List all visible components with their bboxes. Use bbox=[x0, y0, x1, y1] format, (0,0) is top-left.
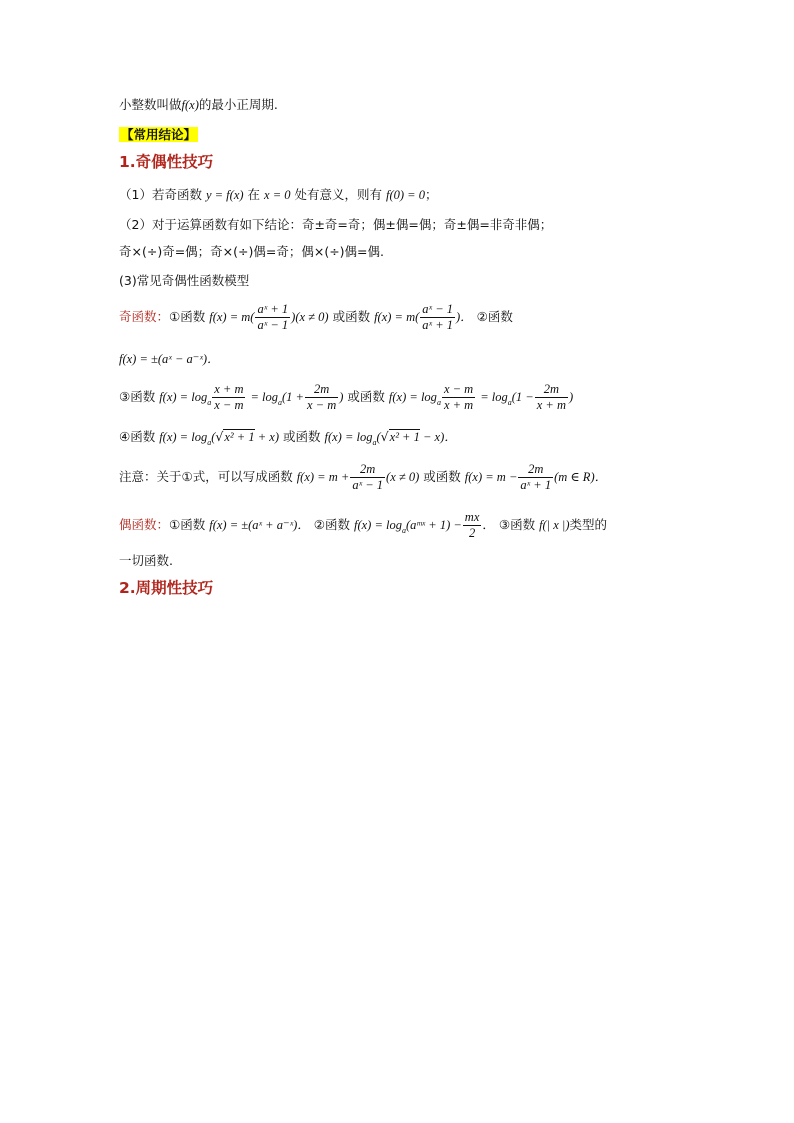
note-f1: f(x) = m + bbox=[296, 470, 350, 484]
odd-num-1: aˣ + 1 bbox=[257, 302, 289, 316]
odd-f1: f(x) = m( bbox=[209, 310, 255, 324]
c4-radicand-2: x² + 1 bbox=[389, 430, 420, 444]
c3-or: 或函数 bbox=[347, 389, 385, 404]
note-label: 注意：关于①式，可以写成函数 bbox=[119, 469, 293, 484]
c4-base-1: a bbox=[207, 438, 212, 447]
intro-line bbox=[119, 96, 278, 114]
c4-fb: f(x) = log bbox=[324, 430, 373, 444]
c3-n3: x − m bbox=[443, 382, 474, 396]
even-n: mx bbox=[464, 510, 480, 524]
p1-math-d: x = 0 bbox=[264, 188, 291, 202]
odd-line-2 bbox=[119, 350, 220, 368]
note-cond-1: (x ≠ 0) bbox=[386, 470, 420, 484]
odd-c2: ②函数 bbox=[476, 309, 513, 324]
c4-plusx: + x) bbox=[254, 430, 279, 444]
note-n2: 2m bbox=[528, 462, 544, 476]
p1-text-g: ； bbox=[424, 187, 438, 202]
c3-base-4: a bbox=[507, 398, 512, 407]
odd-cond-1: )(x ≠ 0) bbox=[291, 310, 329, 324]
c3-frac-3 bbox=[442, 382, 475, 413]
c4-fa: f(x) = log bbox=[159, 430, 208, 444]
c3-base-1: a bbox=[207, 398, 212, 407]
even-f2b: (aᵐˣ + 1) − bbox=[405, 518, 462, 532]
p1-text-c: 在 bbox=[247, 187, 261, 202]
c3-d1: x − m bbox=[214, 398, 244, 412]
odd-num-2: aˣ − 1 bbox=[422, 302, 454, 316]
c3-eq-2: = log bbox=[480, 390, 508, 404]
heading-periodicity: 2.周期性技巧 bbox=[119, 579, 214, 597]
note-cond-2: (m ∈ R)． bbox=[554, 470, 608, 484]
even-c1: ①函数 bbox=[169, 517, 206, 532]
c3-base-3: a bbox=[436, 398, 441, 407]
even-f3: f(| x |) bbox=[539, 518, 570, 532]
even-functions-line: 偶函数：①函数 f(x) = ±(aˣ + a⁻ˣ)． ②函数 $f(x) = \log_a(aᵐˣ + 1)$ − $\frac{mx}{2}$ ． ③函数 f(| x |)类型的 bbox=[119, 510, 608, 540]
conclusion-tag-line bbox=[119, 126, 198, 144]
c3-d2: x − m bbox=[307, 398, 337, 412]
c4-radicand-1: x² + 1 bbox=[224, 430, 255, 444]
note-frac-2 bbox=[518, 462, 553, 493]
c3-d4: x + m bbox=[536, 398, 566, 412]
intro-text: 小整数叫做 bbox=[119, 97, 182, 112]
odd-den-2: aˣ + 1 bbox=[422, 318, 454, 332]
note-or: 或函数 bbox=[423, 469, 461, 484]
even-d: 2 bbox=[463, 525, 482, 541]
odd-c1: ①函数 bbox=[169, 309, 206, 324]
c3-frac-2 bbox=[305, 382, 338, 413]
c3-n4: 2m bbox=[543, 382, 559, 396]
paragraph-1 bbox=[119, 186, 438, 204]
c3-frac-1 bbox=[212, 382, 245, 413]
odd-den-1: aˣ − 1 bbox=[257, 318, 289, 332]
c3-label: ③函数 bbox=[119, 389, 156, 404]
even-tail: 类型的 bbox=[569, 517, 608, 532]
fx-expression: f(x) bbox=[181, 98, 199, 112]
even-line-2: 一切函数. bbox=[119, 553, 173, 568]
odd-c3-line: ③函数 $f(x) = \log_a$ $\frac{x + m}{x - m}$ = $\log_a(1$ + $\frac{2m}{x - m}$ ) 或函数 $f(x) = \log_a$ $\frac{x - m}{x + m}$ = $\log_a(1$ − $\frac{2m}{x + m}$ ) bbox=[119, 382, 574, 412]
c4-label: ④函数 bbox=[119, 429, 156, 444]
even-f2: f(x) = log bbox=[353, 518, 402, 532]
odd-c4-line: ④函数 $f(x) = \log_a(√x^2 + 1 + x)$ 或函数 $f(x) = \log_a(√x^2 + 1 - x)$． bbox=[119, 429, 457, 447]
note-line bbox=[119, 460, 607, 494]
p1-text-e: 处有意义，则有 bbox=[294, 187, 383, 202]
c3-one-minus: (1 − bbox=[511, 390, 534, 404]
even-c3: ③函数 bbox=[498, 517, 536, 532]
note-frac-1 bbox=[350, 462, 385, 493]
odd-label: 奇函数： bbox=[119, 309, 170, 324]
even-base: a bbox=[401, 526, 406, 535]
even-f1: f(x) = ±(aˣ + a⁻ˣ)． bbox=[209, 518, 310, 532]
paragraph-3: 奇×(÷)奇=偶；奇×(÷)偶=奇；偶×(÷)偶=偶. bbox=[119, 244, 384, 259]
p1-math-b: y = f(x) bbox=[205, 188, 244, 202]
note-d1: aˣ − 1 bbox=[352, 478, 384, 492]
p1-math-f: f(0) = 0 bbox=[386, 188, 425, 202]
odd-frac-1 bbox=[255, 302, 290, 333]
odd-f2: f(x) = m( bbox=[374, 310, 420, 324]
c3-fa: f(x) = log bbox=[159, 390, 208, 404]
c3-one-plus: (1 + bbox=[282, 390, 304, 404]
c3-frac-4 bbox=[535, 382, 568, 413]
c3-n2: 2m bbox=[313, 382, 330, 396]
c4-or: 或函数 bbox=[282, 429, 321, 444]
intro-text-end: 的最小正周期. bbox=[198, 97, 278, 112]
heading-parity: 1.奇偶性技巧 bbox=[119, 153, 214, 171]
c4-base-2: a bbox=[372, 438, 377, 447]
c3-fb: f(x) = log bbox=[388, 390, 437, 404]
c4-minusx: − x)． bbox=[419, 430, 457, 444]
p1-text-a: （1）若奇函数 bbox=[119, 187, 202, 202]
c3-n1: x + m bbox=[214, 382, 244, 396]
even-frac bbox=[463, 510, 482, 541]
even-c2: ②函数 bbox=[313, 517, 350, 532]
note-d2: aˣ + 1 bbox=[520, 478, 552, 492]
c3-eq-1: = log bbox=[250, 390, 279, 404]
even-label: 偶函数： bbox=[119, 517, 170, 532]
odd-f3: f(x) = ±(aˣ − a⁻ˣ)． bbox=[119, 352, 220, 366]
paragraph-2: （2）对于运算函数有如下结论：奇±奇=奇；偶±偶=偶；奇±偶=非奇非偶； bbox=[119, 217, 553, 232]
odd-frac-2 bbox=[420, 302, 455, 333]
paragraph-4: (3)常见奇偶性函数模型 bbox=[119, 273, 250, 288]
odd-end-2: )． bbox=[456, 310, 473, 324]
note-n1: 2m bbox=[360, 462, 376, 476]
odd-functions-line bbox=[119, 300, 513, 334]
odd-or: 或函数 bbox=[332, 309, 371, 324]
note-f2: f(x) = m − bbox=[464, 470, 518, 484]
c3-base-2: a bbox=[278, 398, 283, 407]
c3-d3: x + m bbox=[443, 398, 474, 412]
conclusion-tag: 【常用结论】 bbox=[121, 127, 197, 142]
